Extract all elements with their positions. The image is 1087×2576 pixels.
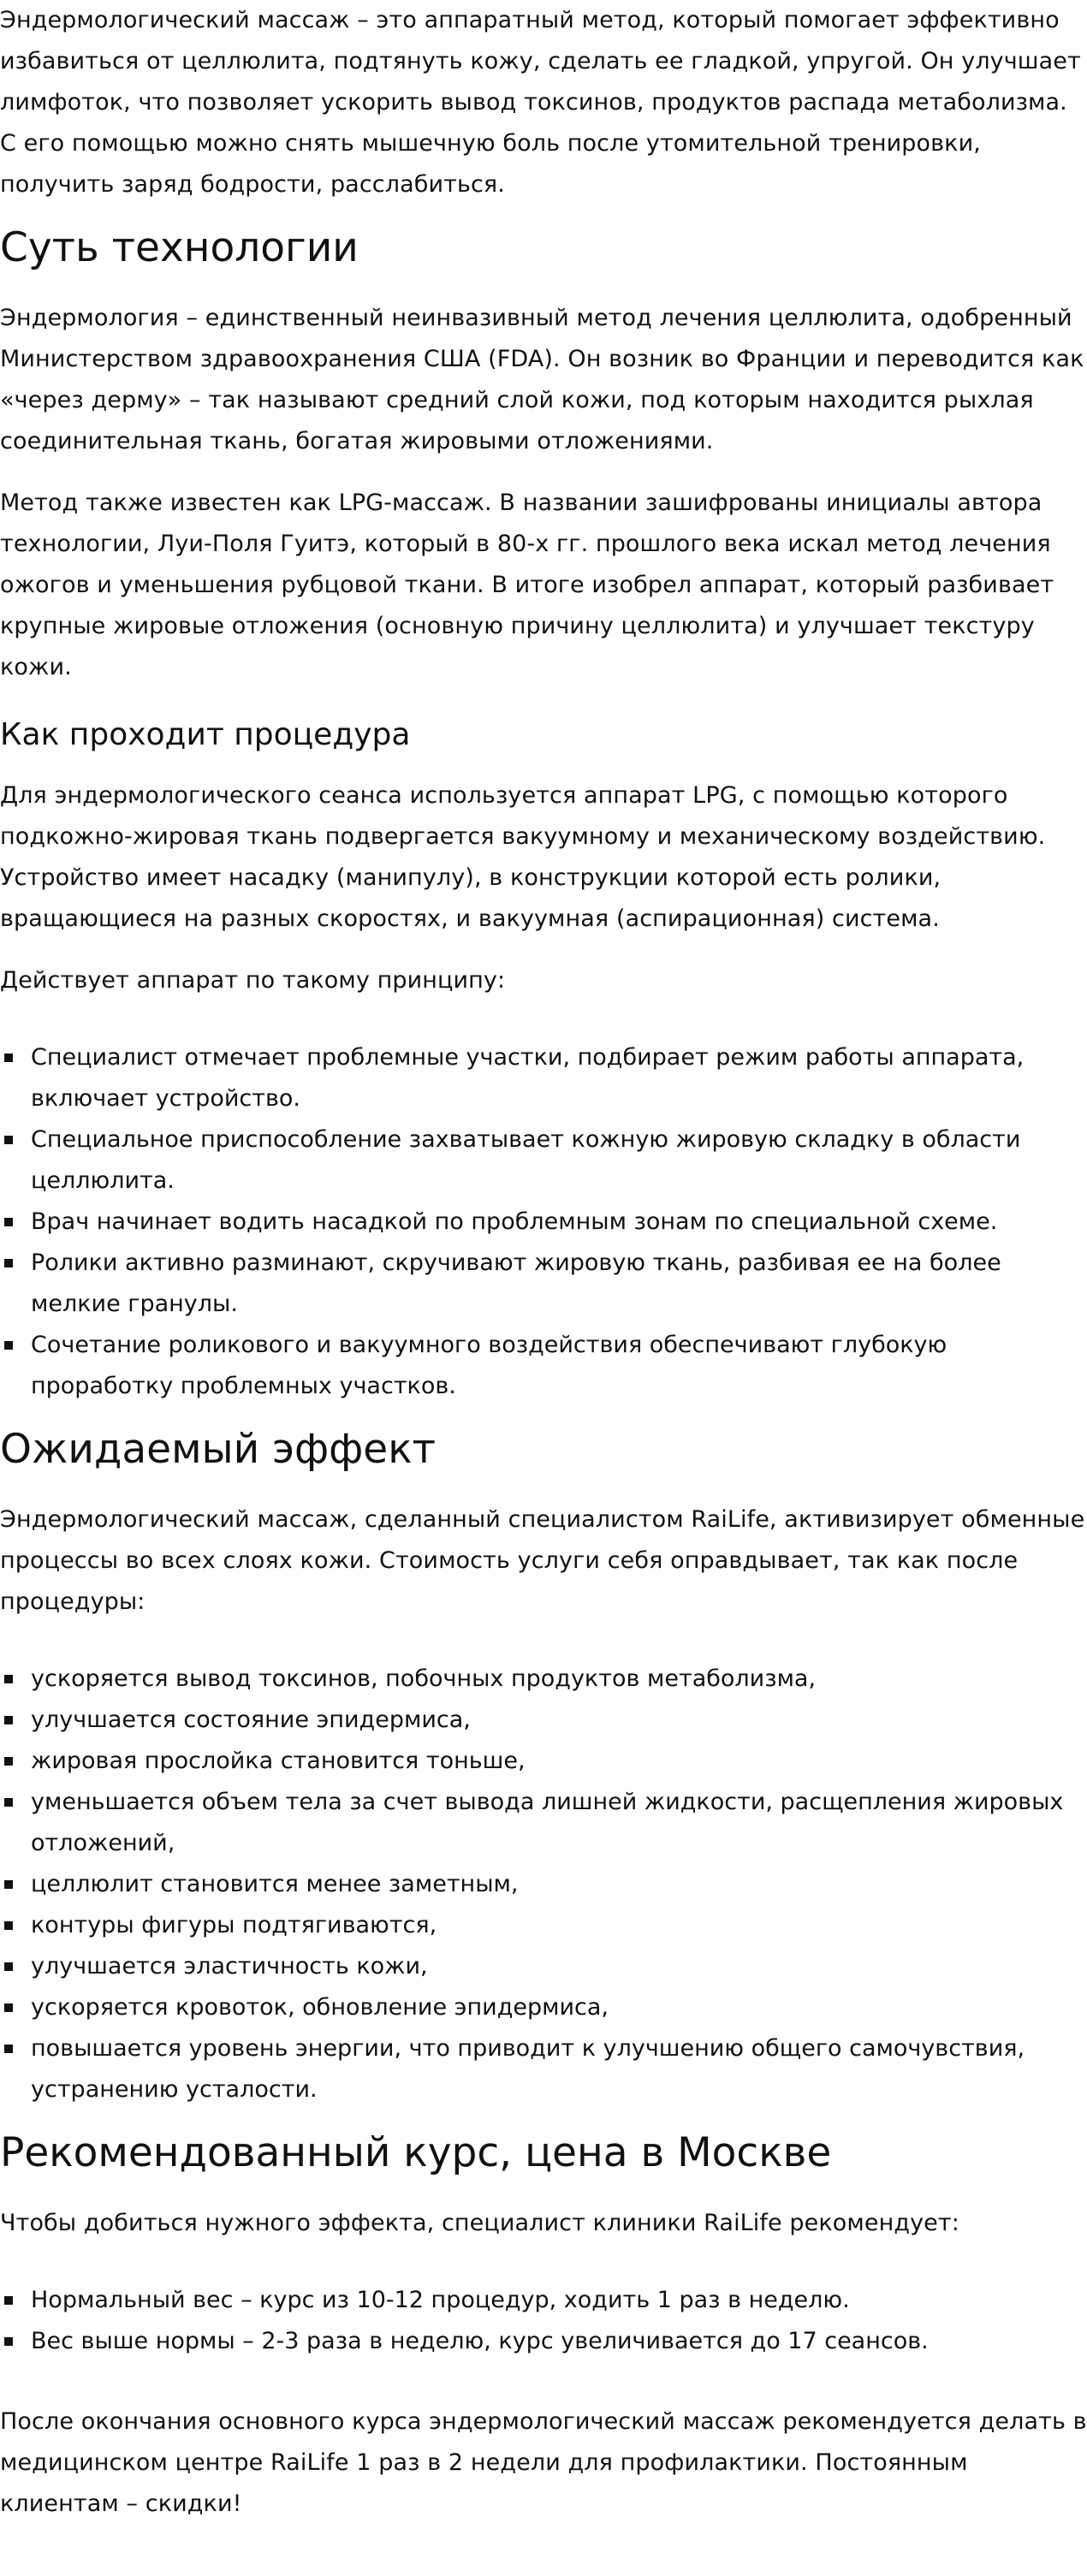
bullet-icon: [4, 1716, 13, 1724]
effect-list: [0, 1659, 1087, 2110]
bullet-icon: [4, 1259, 13, 1267]
list-item: [0, 1119, 1087, 1202]
procedure-steps-list: [0, 1037, 1087, 1407]
effect-paragraph: Эндермологический массаж, сделанный специалистом RaiLife, активизирует обменные процессы во всех слоях кожи. Стоимость услуги себя оправдывает, так как после процедуры:: [0, 1506, 1085, 1615]
list-item: [0, 1946, 1087, 1987]
list-item-text: ускоряется вывод токсинов, побочных продуктов метаболизма,: [31, 1665, 817, 1692]
bullet-icon: [4, 1136, 13, 1144]
course-paragraph-2: После окончания основного курса эндермологический массаж рекомендуется делать в медицинском центре RaiLife 1 раз в 2 недели для профилактики. Постоянным клиентам – скидки!: [0, 2408, 1087, 2517]
list-item: [0, 2321, 1087, 2362]
list-item: [0, 2280, 1087, 2321]
course-list: [0, 2280, 1087, 2362]
list-item-text: Нормальный вес – курс из 10-12 процедур, ходить 1 раз в неделю.: [31, 2287, 850, 2313]
list-item: [0, 1243, 1087, 1325]
bullet-icon: [4, 1675, 13, 1683]
list-item: [0, 1905, 1087, 1946]
procedure-heading: Как проходит процедура: [0, 717, 411, 752]
technology-paragraph-1: Эндермология – единственный неинвазивный метод лечения целлюлита, одобренный Министерством здравоохранения США (FDA). Он возник во Франции и переводится как «через дерму» – так называют средний слой кожи, под которым находится рыхлая соединительная ткань, богатая жировыми отложениями.: [0, 305, 1084, 454]
bullet-icon: [4, 2296, 13, 2305]
list-item-text: Сочетание роликового и вакуумного воздействия обеспечивают глубокую проработку проблемных участков.: [31, 1332, 947, 1399]
list-item: [0, 1659, 1087, 1700]
bullet-icon: [4, 1921, 13, 1930]
list-item: [0, 2028, 1087, 2110]
list-item-text: Ролики активно разминают, скручивают жировую ткань, разбивая ее на более мелкие гранулы.: [31, 1249, 1001, 1317]
list-item-text: Специалист отмечает проблемные участки, подбирает режим работы аппарата, включает устройство.: [31, 1044, 1025, 1112]
list-item-text: Врач начинает водить насадкой по проблемным зонам по специальной схеме.: [31, 1208, 998, 1235]
list-item: [0, 1987, 1087, 2028]
list-item: [0, 1741, 1087, 1782]
list-item-text: Вес выше нормы – 2-3 раза в неделю, курс увеличивается до 17 сеансов.: [31, 2328, 929, 2354]
list-item-text: улучшается состояние эпидермиса,: [31, 1706, 471, 1733]
bullet-icon: [4, 1757, 13, 1766]
bullet-icon: [4, 2045, 13, 2053]
course-heading: Рекомендованный курс, цена в Москве: [0, 2129, 832, 2176]
bullet-icon: [4, 1798, 13, 1807]
technology-heading: Суть технологии: [0, 224, 359, 271]
effect-heading: Ожидаемый эффект: [0, 1426, 436, 1473]
list-item: [0, 1700, 1087, 1741]
list-item-text: ускоряется кровоток, обновление эпидермиса,: [31, 1994, 609, 2021]
list-item: [0, 1202, 1087, 1243]
list-item-text: повышается уровень энергии, что приводит к улучшению общего самочувствия, устранению усталости.: [31, 2035, 1025, 2103]
list-item-text: улучшается эластичность кожи,: [31, 1953, 428, 1979]
list-item: [0, 1864, 1087, 1905]
bullet-icon: [4, 1880, 13, 1889]
list-item-text: Специальное приспособление захватывает кожную жировую складку в области целлюлита.: [31, 1126, 1021, 1194]
bullet-icon: [4, 1962, 13, 1971]
procedure-paragraph-1: Для эндермологического сеанса используется аппарат LPG, с помощью которого подкожно-жировая ткань подвергается вакуумному и механическому воздействию. Устройство имеет насадку (манипулу), в конструкции которой есть ролики, вращающиеся на разных скоростях, и вакуумная (аспирационная) система.: [0, 782, 1046, 932]
bullet-icon: [4, 1341, 13, 1350]
procedure-paragraph-2: Действует аппарат по такому принципу:: [0, 967, 506, 994]
list-item: [0, 1782, 1087, 1864]
bullet-icon: [4, 2337, 13, 2346]
bullet-icon: [4, 1218, 13, 1226]
technology-paragraph-2: Метод также известен как LPG-массаж. В названии зашифрованы инициалы автора технологии, Луи-Поля Гуитэ, который в 80-х гг. прошлого века искал метод лечения ожогов и уменьшения рубцовой ткани. В итоге изобрел аппарат, который разбивает крупные жировые отложения (основную причину целлюлита) и улучшает текстуру кожи.: [0, 490, 1054, 680]
course-paragraph-1: Чтобы добиться нужного эффекта, специалист клиники RaiLife рекомендует:: [0, 2210, 959, 2236]
list-item-text: уменьшается объем тела за счет вывода лишней жидкости, расщепления жировых отложений,: [31, 1789, 1064, 1856]
list-item-text: контуры фигуры подтягиваются,: [31, 1912, 437, 1938]
list-item: [0, 1325, 1087, 1407]
list-item-text: жировая прослойка становится тоньше,: [31, 1748, 526, 1774]
bullet-icon: [4, 1054, 13, 1062]
intro-paragraph: Эндермологический массаж – это аппаратный метод, который помогает эффективно избавиться от целлюлита, подтянуть кожу, сделать ее гладкой, упругой. Он улучшает лимфоток, что позволяет ускорить вывод токсинов, продуктов распада метаболизма. С его помощью можно снять мышечную боль после утомительной тренировки, получить заряд бодрости, расслабиться.: [0, 7, 1081, 198]
bullet-icon: [4, 2003, 13, 2012]
list-item-text: целлюлит становится менее заметным,: [31, 1871, 519, 1897]
list-item: [0, 1037, 1087, 1119]
